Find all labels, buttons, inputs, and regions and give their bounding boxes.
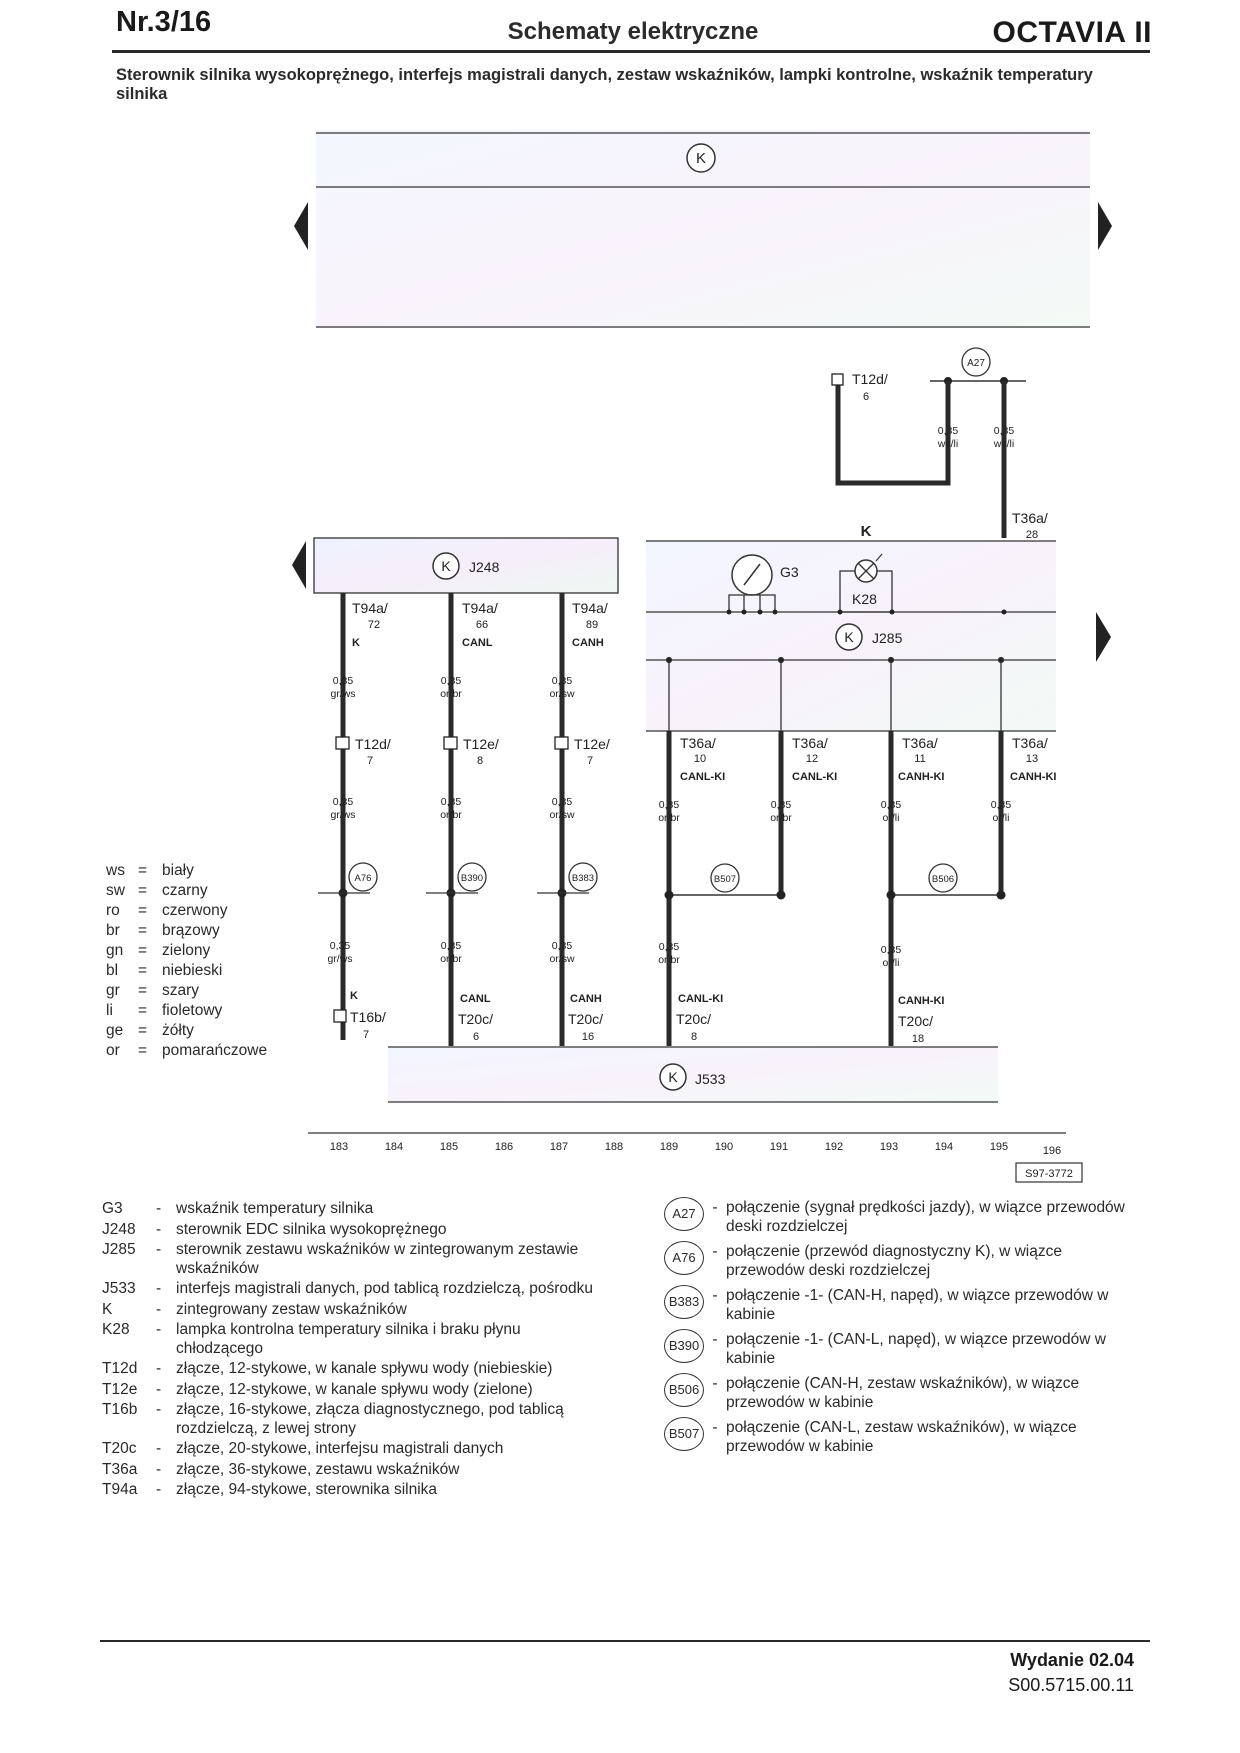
j533-canh-pin: 18 [911, 1033, 925, 1045]
col3-w1-color: or/sw [549, 688, 575, 700]
col2-w2-gauge: 0,35 [440, 796, 462, 808]
p11-pin: 11 [914, 753, 926, 765]
col2-w1-color: or/br [440, 688, 462, 700]
color-code-row: gn = zielony [106, 942, 211, 959]
p13-pin: 13 [1025, 753, 1039, 765]
scale-191: 191 [769, 1141, 789, 1153]
legend-item: J248 - sterownik EDC silnika wysokoprężnego [102, 1220, 447, 1238]
col1-bottom-code: T16b/ [350, 1009, 386, 1025]
page-title: Schematy elektryczne [507, 18, 759, 45]
column-t94a-66 [426, 593, 499, 1046]
p10-signal: CANL-KI [680, 771, 726, 783]
col1-w2-gauge: 0,35 [332, 796, 354, 808]
j533-canh-signal: CANH-KI [898, 995, 945, 1007]
col1-top-pin: 72 [367, 619, 381, 631]
legend-item: J533 - interfejs magistrali danych, pod tablicą rozdzielczą, pośrodku [102, 1280, 593, 1297]
col1-w1-gauge: 0,35 [332, 675, 354, 687]
t36a-28-code: T36a/ [1012, 510, 1048, 526]
col2-w3-gauge: 0,35 [440, 940, 462, 952]
col2-w2-color: or/br [440, 809, 462, 821]
col2-top-code: T94a/ [462, 600, 498, 616]
legend-item: T16b - złącze, 16-stykowe, złącza diagnostycznego, pod tablicą rozdzielczą, z lewej strony [102, 1401, 564, 1437]
col1-mid-code: T12d/ [355, 736, 391, 752]
cluster-k-unit [646, 523, 1111, 731]
j533-canl-pin: 8 [690, 1031, 698, 1043]
col1-top-code: T94a/ [352, 600, 388, 616]
col1-w1-color: gr/ws [330, 688, 356, 700]
legend-item: K - zintegrowany zestaw wskaźników [102, 1300, 407, 1318]
col3-mid-pin: 7 [586, 755, 594, 767]
j533-unit [388, 1047, 998, 1102]
connection-badge: B383 [664, 1285, 704, 1319]
b506-splice: B506 [931, 874, 955, 885]
footer-rule [100, 1640, 1150, 1642]
scale-183: 183 [329, 1141, 349, 1153]
connection-item: B506 - połączenie (CAN-H, zestaw wskaźników), w wiązce przewodów w kabinie [664, 1375, 1134, 1412]
col2-w1-gauge: 0,35 [440, 675, 462, 687]
p12-gauge: 0,35 [770, 799, 792, 811]
connection-item: A27 - połączenie (sygnał prędkości jazdy), w wiązce przewodów deski rozdzielczej [664, 1199, 1134, 1236]
j533-canh-code: T20c/ [898, 1013, 934, 1029]
connection-badge: B507 [664, 1417, 704, 1451]
col2-bottom-signal: CANL [460, 993, 491, 1005]
j533-canl-gauge: 0,35 [658, 941, 680, 953]
legend-item: T36a - złącze, 36-stykowe, zestawu wskaźników [102, 1460, 460, 1478]
cluster-k-label: K [860, 523, 872, 540]
connection-badge: B506 [664, 1373, 704, 1407]
p12-signal: CANL-KI [792, 771, 838, 783]
col3-bottom-pin: 16 [581, 1031, 595, 1043]
p10-color: or/br [658, 812, 680, 824]
p13-color: or/li [992, 812, 1010, 824]
page-number: Nr.3/16 [116, 6, 212, 38]
col1-w3-color: gr/ws [327, 953, 353, 965]
grid-scale [308, 1133, 1082, 1182]
wire-color-codes [106, 861, 267, 1061]
color-code-row: sw = czarny [106, 882, 208, 899]
color-code-row: li = fioletowy [106, 1002, 223, 1019]
j285-k-symbol: K [844, 629, 854, 645]
legend-item: G3 - wskaźnik temperatury silnika [102, 1200, 374, 1217]
page-subtitle: Sterownik silnika wysokoprężnego, interfejs magistrali danych, zestaw wskaźników, lampki kontrolne, wskaźnik temperatury silnika [116, 66, 1093, 103]
col3-bottom-signal: CANH [570, 993, 602, 1005]
color-code-row: br = brązowy [106, 922, 220, 939]
col3-bottom-code: T20c/ [568, 1011, 604, 1027]
col1-top-signal: K [352, 637, 360, 649]
p10-gauge: 0,35 [658, 799, 680, 811]
col3-w3-color: or/sw [549, 953, 575, 965]
col1-w3-gauge: 0,35 [329, 940, 351, 952]
t12d-top-code: T12d/ [852, 371, 888, 387]
column-t94a-72 [318, 593, 391, 1041]
scale-194: 194 [934, 1141, 954, 1153]
scale-187: 187 [549, 1141, 569, 1153]
col3-w2-color: or/sw [549, 809, 575, 821]
t36a-28-pin: 28 [1025, 529, 1039, 541]
color-code-row: ws = biały [106, 862, 194, 879]
col3-w3-gauge: 0,35 [551, 940, 573, 952]
a27-right-color: ws/li [993, 438, 1015, 450]
p11-signal: CANH-KI [898, 771, 945, 783]
connection-badge: A76 [664, 1241, 704, 1275]
j533-k-symbol: K [668, 1069, 678, 1085]
scale-186: 186 [494, 1141, 514, 1153]
j248-k-symbol: K [441, 558, 451, 574]
col2-mid-pin: 8 [476, 755, 484, 767]
col2-w3-color: or/br [440, 953, 462, 965]
document-code: S00.5715.00.11 [1008, 1675, 1134, 1695]
connection-item: B383 - połączenie -1- (CAN-H, napęd), w wiązce przewodów w kabinie [664, 1287, 1134, 1324]
col3-splice: B383 [571, 873, 595, 884]
connection-badge: B390 [664, 1329, 704, 1363]
connection-badge: A27 [664, 1197, 704, 1231]
j248-unit [292, 538, 618, 593]
p12-pin: 12 [805, 753, 819, 765]
p10-pin: 10 [693, 753, 707, 765]
scale-193: 193 [879, 1141, 899, 1153]
col3-w2-gauge: 0,35 [551, 796, 573, 808]
color-code-row: ro = czerwony [106, 902, 228, 919]
scale-192: 192 [824, 1141, 844, 1153]
j533-canh-color: or/li [882, 957, 900, 969]
j533-canl-color: or/br [658, 954, 680, 966]
legend-item: T94a - złącze, 94-stykowe, sterownika silnika [102, 1481, 438, 1498]
legend-item: T12e - złącze, 12-stykowe, w kanale spływu wody (zielone) [102, 1380, 533, 1398]
col1-splice: A76 [354, 873, 372, 884]
p13-gauge: 0,35 [990, 799, 1012, 811]
j285-label: J285 [872, 630, 903, 646]
j533-canh-gauge: 0,35 [880, 944, 902, 956]
diagram-ref: S97-3772 [1025, 1168, 1073, 1180]
color-code-row: gr = szary [106, 982, 200, 999]
top-component-label: K [695, 150, 707, 167]
edition-label: Wydanie 02.04 [1010, 1650, 1134, 1670]
col3-top-code: T94a/ [572, 600, 608, 616]
col1-mid-pin: 7 [366, 755, 374, 767]
scale-195: 195 [989, 1141, 1009, 1153]
top-component-symbol [687, 144, 715, 172]
p13-code: T36a/ [1012, 735, 1048, 751]
connection-item: B390 - połączenie -1- (CAN-L, napęd), w wiązce przewodów w kabinie [664, 1331, 1134, 1368]
col1-bottom-pin: 7 [362, 1029, 370, 1041]
p11-color: or/li [882, 812, 900, 824]
color-code-row: bl = niebieski [106, 962, 223, 979]
j285-wires [658, 731, 1056, 1046]
legend-item: J285 - sterownik zestawu wskaźników w zintegrowanym zestawie wskaźników [102, 1241, 579, 1277]
col3-w1-gauge: 0,35 [551, 675, 573, 687]
g3-label: G3 [780, 564, 799, 580]
b507-splice: B507 [713, 874, 737, 885]
col2-top-pin: 66 [475, 619, 489, 631]
scale-184: 184 [384, 1141, 404, 1153]
t12d-6-wire [832, 371, 958, 483]
j248-label: J248 [469, 559, 500, 575]
p12-code: T36a/ [792, 735, 828, 751]
a27-splice [930, 348, 1026, 385]
p10-code: T36a/ [680, 735, 716, 751]
legend-item: T20c - złącze, 20-stykowe, interfejsu magistrali danych [102, 1440, 504, 1457]
col3-top-signal: CANH [572, 637, 604, 649]
t12d-top-pin: 6 [862, 391, 870, 403]
col2-bottom-pin: 6 [472, 1031, 480, 1043]
color-code-row: or = pomarańczowe [106, 1042, 268, 1059]
j533-canl-signal: CANL-KI [678, 993, 724, 1005]
connection-item: A76 - połączenie (przewód diagnostyczny K), w wiązce przewodów deski rozdzielczej [664, 1243, 1134, 1280]
col2-bottom-code: T20c/ [458, 1011, 494, 1027]
scale-189: 189 [659, 1141, 679, 1153]
a27-label: A27 [967, 358, 985, 369]
a27-left-color: ws/li [937, 438, 959, 450]
col2-mid-code: T12e/ [463, 736, 499, 752]
legend-item: T12d - złącze, 12-stykowe, w kanale spływu wody (niebieskie) [102, 1360, 553, 1377]
j533-label: J533 [695, 1071, 726, 1087]
connection-legend [664, 1199, 1134, 1463]
a27-left-gauge: 0,35 [937, 425, 959, 437]
a27-right-gauge: 0,35 [993, 425, 1015, 437]
p12-color: or/br [770, 812, 792, 824]
component-legend [102, 1200, 602, 1502]
color-code-row: ge = żółty [106, 1022, 194, 1039]
vehicle-model: OCTAVIA II [992, 16, 1152, 49]
j533-canl-code: T20c/ [676, 1011, 712, 1027]
legend-item: K28 - lampka kontrolna temperatury silnika i braku płynu chłodzącego [102, 1321, 521, 1357]
scale-190: 190 [714, 1141, 734, 1153]
p13-signal: CANH-KI [1010, 771, 1057, 783]
scale-188: 188 [604, 1141, 624, 1153]
t36a-28-wire [993, 381, 1048, 541]
connection-item: B507 - połączenie (CAN-L, zestaw wskaźników), w wiązce przewodów w kabinie [664, 1419, 1134, 1456]
col2-top-signal: CANL [462, 637, 493, 649]
scale-185: 185 [439, 1141, 459, 1153]
scale-196: 196 [1042, 1145, 1062, 1157]
col3-top-pin: 89 [585, 619, 599, 631]
p11-code: T36a/ [902, 735, 938, 751]
k28-label: K28 [852, 591, 877, 607]
col3-mid-code: T12e/ [574, 736, 610, 752]
column-t94a-89 [537, 593, 610, 1046]
col1-w2-color: gr/ws [330, 809, 356, 821]
p11-gauge: 0,35 [880, 799, 902, 811]
col2-splice: B390 [460, 873, 484, 884]
col1-bottom-signal: K [350, 990, 358, 1002]
